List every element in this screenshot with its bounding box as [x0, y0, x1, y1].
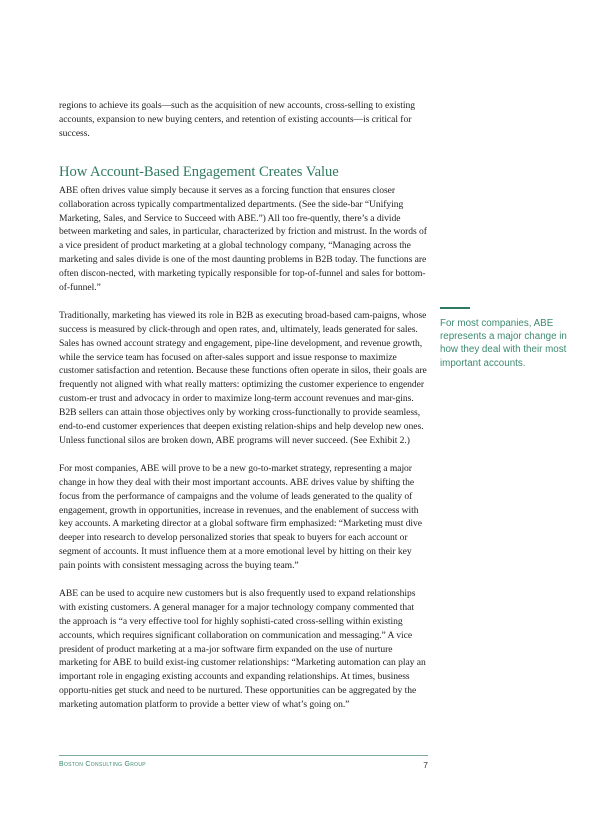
- page-number: 7: [423, 760, 428, 770]
- body-paragraph: ABE can be used to acquire new customers but is also frequently used to expand relationships with existing customers. A general manager for a major technology company commented that the approach is “a very effective tool for highly sophisti-cated cross-selling within existing accounts, which requires significant collaboration on communication and messaging.” A vice president of product marketing at a ma-jor software firm expanded on the use of nurture marketing for ABE to build exist-ing customer relationships: “Marketing automation can play an important role in engaging existing accounts and expanding relationships. At times, business opportu-nities get stuck and need to be nurtured. These opportunities can be aggregated by the marketing automation platform to provide a better view of what’s going on.”: [59, 587, 426, 711]
- body-paragraph: For most companies, ABE will prove to be a new go-to-market strategy, representing a major change in how they deal with their most important accounts. ABE drives value by shifting the focus from the performance of campaigns and the volume of leads generated to the quality of engagement, growth in opportunities, increase in revenues, and the enablement of success with key accounts. A marketing director at a global software firm emphasized: “Marketing must dive deeper into research to develop personalized stories that speak to buyers for each account or segment of accounts. It must influence them at a more emotional level by hitting on their key pain points with consistent messaging across the buying team.”: [59, 462, 422, 572]
- pull-quote-sidebar: [440, 307, 570, 370]
- main-column: [59, 99, 427, 712]
- intro-paragraph: regions to achieve its goals—such as the acquisition of new accounts, cross-selling to existing accounts, expansion to new buying centers, and retention of existing accounts—is critical for success.: [59, 100, 416, 139]
- pull-quote-text: For most companies, ABE represents a major change in how they deal with their most important accounts.: [440, 318, 567, 369]
- body-paragraph: ABE often drives value simply because it serves as a forcing function that ensures closer collaboration across typically compartmentalized departments. (See the side-bar “Unifying Marketing, Sales, and Service to Succeed with ABE.”) All too fre-quently, there’s a divide between marketing and sales, in particular, characterized by friction and mistrust. In the words of a vice president of product marketing at a global technology company, “Managing across the marketing and sales divide is one of the most daunting problems in B2B today. The functions are often discon-nected, with marketing typically responsible for top-of-funnel and sales for bottom-of-funnel.”: [59, 184, 427, 294]
- section-heading: How Account-Based Engagement Creates Value: [59, 163, 339, 180]
- footer-divider: [59, 755, 428, 756]
- footer-brand: Boston Consulting Group: [59, 761, 146, 768]
- body-paragraph: Traditionally, marketing has viewed its role in B2B as executing broad-based cam-paigns, whose success is measured by click-through and open rates, and, ultimately, leads generated for sales. Sales has owned account strategy and engagement, pipe-line development, and revenue growth, while the service team has focused on after-sales support and issue response to maximize customer satisfaction and retention. Because these functions often operate in silos, their goals are frequently not aligned with what really matters: optimizing the customer experience to engender custom-er trust and advocacy in order to maximize long-term account revenues and mar-gins. B2B sellers can attain those objectives only by working cross-functionally to provide seamless, end-to-end customer experiences that deepen existing relation-ships and help develop new ones. Unless functional silos are broken down, ABE programs will never succeed. (See Exhibit 2.): [59, 309, 427, 447]
- pull-quote-rule: [440, 307, 470, 309]
